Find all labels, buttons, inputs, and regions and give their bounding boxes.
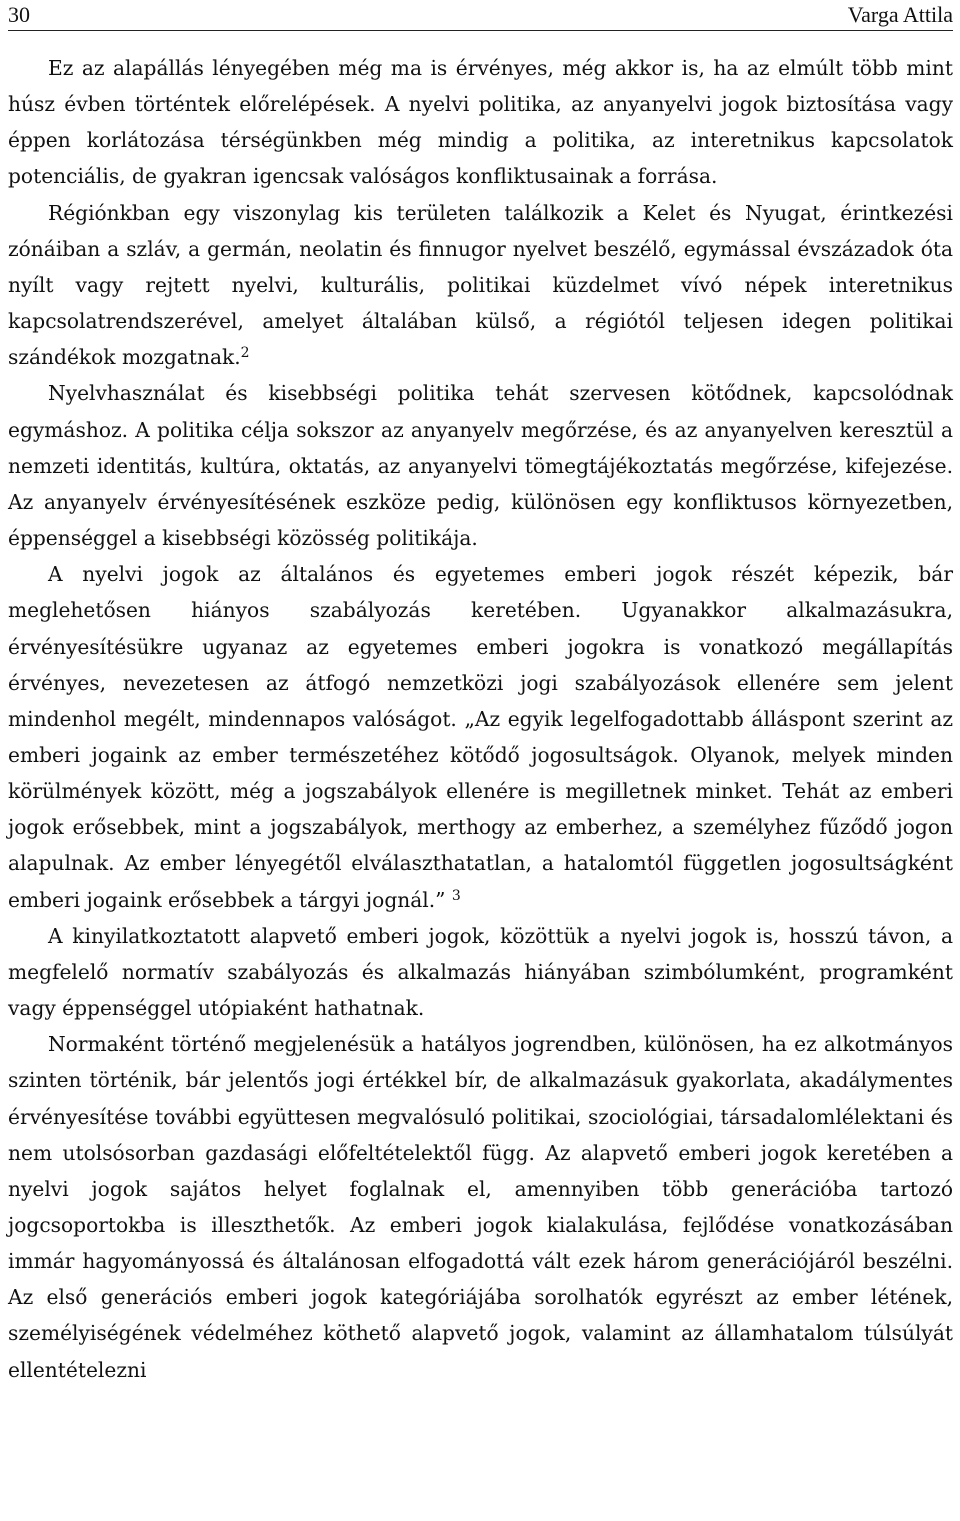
running-header <box>8 0 953 31</box>
paragraph-text: Nyelvhasználat és kisebbségi politika tehát szervesen kötődnek, kapcsolódnak egymáshoz. A politika célja sokszor az anyanyelv megőrzése, és az anyanyelven keresztül a nemzeti identitás, kultúra, oktatás, az anyanyelvi tömegtájékoztatás megőrzése, kifejezése. Az anyanyelv érvényesítésének eszköze pedig, különösen egy konfliktusos környezetben, éppenséggel a kisebbségi közösség politikája. <box>8 381 953 551</box>
paragraph <box>8 195 953 376</box>
body-text <box>8 50 953 1388</box>
paragraph-text: Régiónkban egy viszonylag kis területen találkozik a Kelet és Nyugat, érintkezési zónáiban a szláv, a germán, neolatin és finnugor nyelvet beszélő, egymással évszázadok óta nyílt vagy rejtett nyelvi, kulturális, politikai küzdelmet vívó népek interetnikus kapcsolatrendszerével, amelyet általában külső, a régiótól teljesen idegen politikai szándékok mozgatnak. <box>8 200 953 370</box>
paragraph-text: Normaként történő megjelenésük a hatályos jogrendben, különösen, ha ez alkotmányos szinten történik, bár jelentős jogi értékkel bír, de alkalmazásuk gyakorlata, akadálymentes érvényesítése további együttesen megvalósuló politikai, szociológiai, társadalomlélektani és nem utolsósorban gazdasági előfeltételektől függ. Az alapvető emberi jogok keretében a nyelvi jogok sajátos helyet foglalnak el, amennyiben több generációba tartozó jogcsoportokba is illeszthetők. Az emberi jogok kialakulása, fejlődése vonatkozásában immár hagyományossá és általánosan elfogadottá vált ezek három generációjáról beszélni. Az első generációs emberi jogok kategóriájába sorolhatók egyrészt az ember létének, személyiségének védelméhez köthető alapvető jogok, valamint az államhatalom túlsúlyát ellentételezni <box>8 1032 953 1382</box>
paragraph <box>8 556 953 918</box>
paragraph <box>8 50 953 195</box>
footnote-marker[interactable]: 3 <box>451 887 461 904</box>
paragraph <box>8 375 953 556</box>
page-number: 30 <box>8 2 30 27</box>
footnote-marker[interactable]: 2 <box>240 345 250 362</box>
paragraph <box>8 1026 953 1388</box>
paragraph-text: A nyelvi jogok az általános és egyetemes emberi jogok részét képezik, bár meglehetősen hiányos szabályozás keretében. Ugyanakkor alkalmazásukra, érvényesítésükre ugyanaz az egyetemes emberi jogokra is vonatkozó megállapítás érvényes, nevezetesen az átfogó nemzetközi jogi szabályozások ellenére sem jelent mindenhol megélt, mindennapos valóságot. „Az egyik legelfogadottabb álláspont szerint az emberi jogaink az ember természetéhez kötődő jogosultságok. Olyanok, melyek minden körülmények között, még a jogszabályok ellenére is megilletnek minket. Tehát az emberi jogok erősebbek, mint a jogszabályok, merthogy az emberhez, a személyhez fűződő jogon alapulnak. Az ember lényegétől elválaszthatatlan, a hatalomtól független jogosultságként emberi jogaink erősebbek a tárgyi jognál.” <box>8 562 953 912</box>
running-header-author: Varga Attila <box>847 2 953 27</box>
paragraph <box>8 918 953 1026</box>
paragraph-text: Ez az alapállás lényegében még ma is érvényes, még akkor is, ha az elmúlt több mint húsz évben történtek előrelépések. A nyelvi politika, az anyanyelvi jogok biztosítása vagy éppen korlátozása térségünkben még mindig a politika, az interetnikus kapcsolatok potenciális, de gyakran igencsak valóságos konfliktusainak a forrása. <box>8 56 953 189</box>
paragraph-text: A kinyilatkoztatott alapvető emberi jogok, közöttük a nyelvi jogok is, hosszú távon, a megfelelő normatív szabályozás és alkalmazás hiányában szimbólumként, programként vagy éppenséggel utópiaként hathatnak. <box>8 923 953 1021</box>
book-page <box>8 0 953 1388</box>
